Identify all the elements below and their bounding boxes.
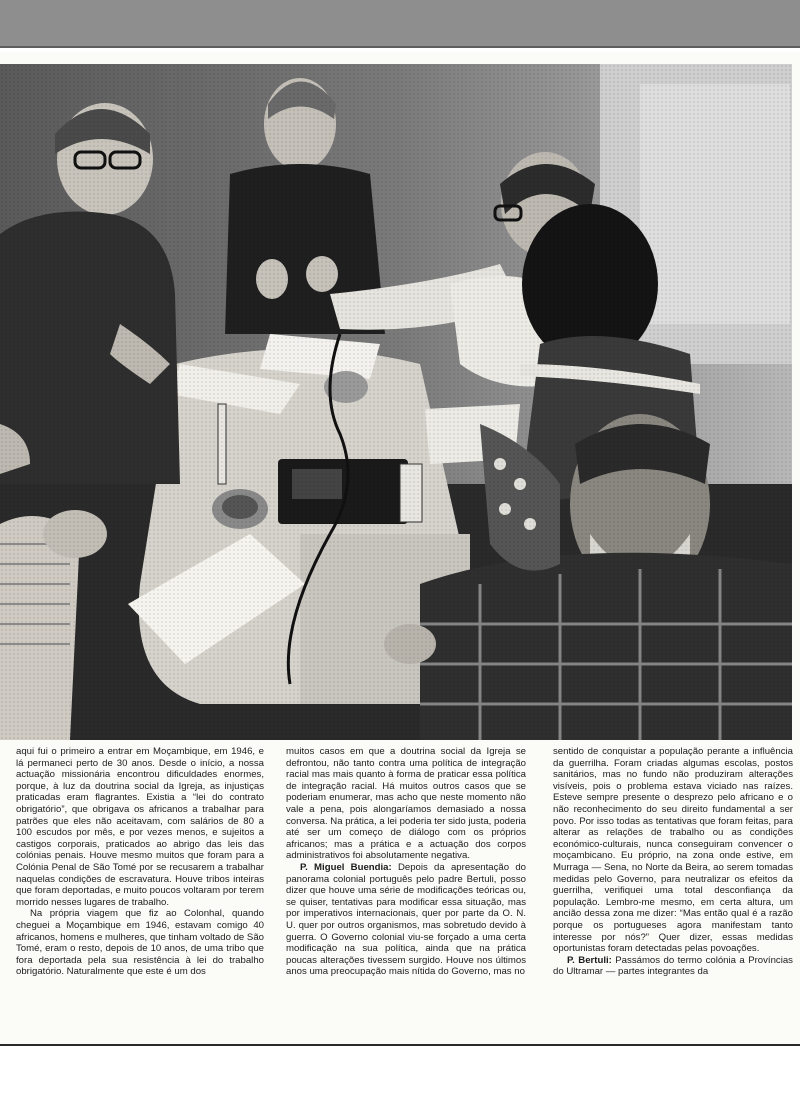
paragraph bbox=[286, 746, 526, 862]
photo-illustration bbox=[0, 64, 792, 740]
text-column-1 bbox=[16, 746, 264, 1040]
group-discussion-photo bbox=[0, 64, 792, 740]
paragraph bbox=[16, 908, 264, 978]
paragraph bbox=[16, 746, 264, 908]
text-column-3 bbox=[553, 746, 793, 1040]
top-band-edge bbox=[0, 46, 800, 48]
text-column-2 bbox=[286, 746, 526, 1040]
paragraph-text: muitos casos em que a doutrina social da Igreja se defrontou, não tanto contra uma política de integração racial mas mais quanto à forma de praticar essa política de integração racial. Há muitos outros casos que se poderiam enumerar, mas acho que neste momento não vale a pena, pois alongaríamos demasiado a nossa conversa. Na prática, a lei poderia ter sido justa, poderia até ser um começo de diálogo com os próprios africanos; mas a prática e a actuação dos corpos administrativos foi absolutamente negativa. bbox=[286, 746, 526, 862]
paragraph-text: sentido de conquistar a população perante a influência da guerrilha. Foram criadas algumas escolas, postos sanitários, mas no fundo não produziram alterações visíveis, pois o problema estava viciado nas raízes. Esteve sempre presente o desprezo pelo africano e o não reconhecimento do seu direito fundamental a ser povo. Por isso todas as tentativas que foram feitas, para alterar as relações de trabalho ou as condições económico-culturais, nunca conseguiram convencer o moçambicano. Eu próprio, na zona onde estive, em Murraga — Sena, no Norte da Beira, ao serem tomadas medidas pelo Governo, para neutralizar os efeitos da guerrilha, verifiquei uma total desconfiança da população. Lembro-me mesmo, em certa altura, um ancião dessa zona me dizer: “Mas então qual é a razão porque os portugueses agora manifestam tanto interesse por nós?” Quer dizer, essas medidas oportunistas foram detectadas pelas povoações. bbox=[553, 746, 793, 955]
article-text bbox=[8, 746, 792, 1042]
speaker-name: P. Miguel Buendia: bbox=[300, 861, 392, 873]
paragraph bbox=[286, 862, 526, 978]
top-gray-band bbox=[0, 0, 800, 48]
paragraph-text: aqui fui o primeiro a entrar em Moçambique, em 1946, e lá permaneci perto de 30 anos. Desde o início, a nossa actuação missionária encontrou dificuldades enormes, porque, à luz da doutrina social da Igreja, as injustiças praticadas eram flagrantes. Existia a “lei do contrato obrigatório”, que obrigava os africanos a trabalhar para patrões que eles não aceitavam, com salários de 80 a 100 escudos por mês, e por vezes menos, e sujeitos a castigos corporais, praticados ao abrigo das leis das colónias penais. Houve mesmo muitos que foram para a Colónia Penal de São Tomé por se recusarem a trabalhar naquelas condições de escravatura. Houve tribos inteiras que foram deportadas, e muito poucos voltaram por terem morrido nesses lugares de trabalho. bbox=[16, 746, 264, 908]
paragraph bbox=[553, 746, 793, 955]
paragraph-text: Passámos do termo colónia a Províncias do Ultramar — partes integrantes da bbox=[553, 954, 793, 978]
paragraph-text: Depois da apresentação do panorama colonial português pelo padre Bertuli, posso dizer que houve uma série de modificações teóricas ou, se quiser, tentativas para modificar essa situação, mas por imperativos internacionais, quer por parte da O. N. U. quer por outros organismos, mas sobretudo devido à guerra. O Governo colonial viu-se forçado a uma certa modificação na sua política, ainda que na prática poucas alterações tivessem surgido. Houve nos últimos anos uma preocupação mais nítida do Governo, mas no bbox=[286, 861, 526, 978]
paragraph-text: Na própria viagem que fiz ao Colonhal, quando cheguei a Moçambique em 1946, estavam comigo 40 africanos, homens e mulheres, que tinham voltado de São Tomé, eram o resto, depois de 10 anos, de uma tribo que fora deportada pela sua resistência à lei do trabalho obrigatório. Naturalmente que este é um dos bbox=[16, 908, 264, 978]
bottom-margin bbox=[0, 1046, 800, 1095]
paragraph bbox=[553, 955, 793, 978]
speaker-name: P. Bertuli: bbox=[567, 954, 612, 966]
